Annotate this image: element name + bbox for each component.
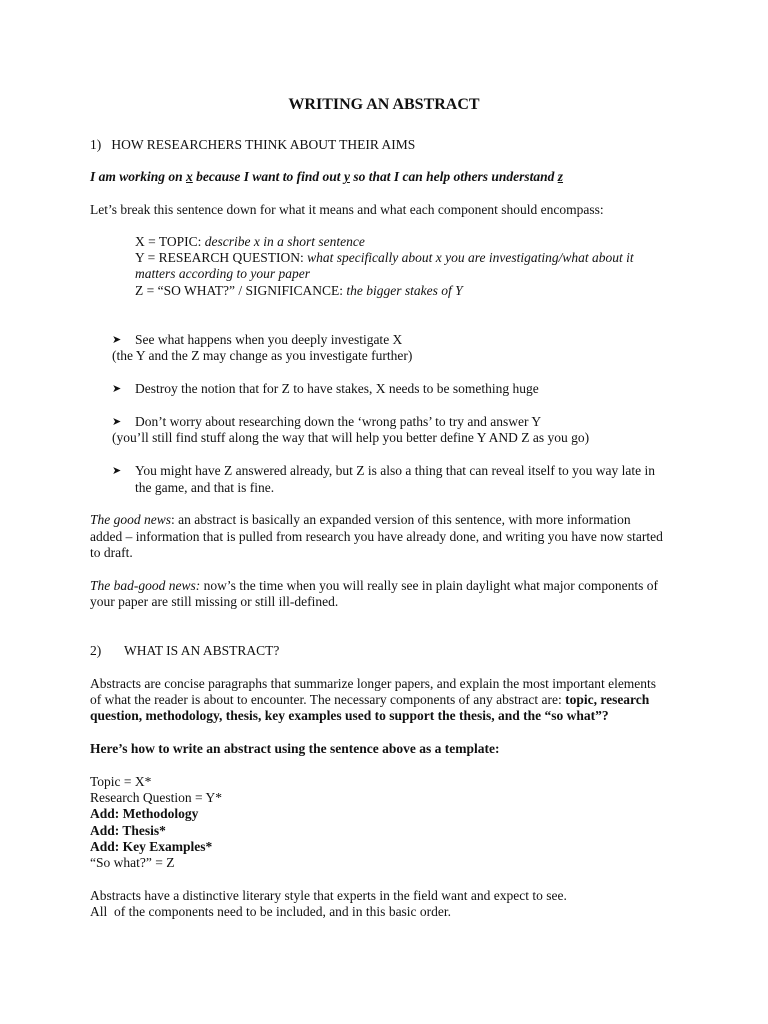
arrowhead-bullet-icon: ➤	[112, 415, 122, 428]
bullet-3: Don’t worry about researching down the ‘wrong paths’ to try and answer Y	[135, 414, 542, 429]
closing-line-2: All of the components need to be included, and in this basic order.	[90, 904, 452, 919]
definition-z-label: Z = “SO WHAT?” / SIGNIFICANCE:	[135, 283, 347, 298]
definition-y	[135, 249, 634, 266]
definition-y-desc: what specifically about x you are investigating/what about it	[307, 250, 634, 265]
template-so-what: “So what?” = Z	[90, 855, 175, 870]
template-key-examples: Add: Key Examples*	[90, 839, 213, 854]
definition-x	[135, 233, 365, 250]
arrowhead-bullet-icon: ➤	[112, 333, 122, 346]
bullet-4-line-1: You might have Z answered already, but Z is also a thing that can reveal itself to you way late in	[135, 463, 655, 478]
key-sentence-part-2: because I want to find out	[192, 169, 344, 184]
definition-y-desc-cont: matters according to your paper	[135, 266, 310, 281]
breakdown-intro: Let’s break this sentence down for what it means and what each component should encompass:	[90, 202, 604, 217]
bullet-1-note: (the Y and the Z may change as you investigate further)	[112, 348, 413, 363]
section-2-heading: WHAT IS AN ABSTRACT?	[124, 643, 280, 658]
good-news-text: : an abstract is basically an expanded version of this sentence, with more information	[171, 512, 631, 527]
definition-z	[135, 282, 463, 299]
abstract-definition-line-1: Abstracts are concise paragraphs that summarize longer papers, and explain the most important elements	[90, 676, 657, 691]
template-topic: Topic = X*	[90, 774, 152, 789]
howto-heading: Here’s how to write an abstract using the sentence above as a template:	[90, 741, 500, 756]
abstract-definition-line-3: question, methodology, thesis, key examples used to support the thesis, and the “so what”?	[90, 708, 609, 723]
key-sentence-x: x	[186, 169, 193, 184]
good-news-line-3: to draft.	[90, 545, 133, 560]
key-sentence-y: y	[343, 169, 350, 184]
good-news-line-2: added – information that is pulled from research you have already done, and writing you have now started	[90, 529, 663, 544]
arrowhead-bullet-icon: ➤	[112, 464, 122, 477]
bullet-4-line-2: the game, and that is fine.	[135, 480, 275, 495]
key-sentence-part-1: I am working on	[90, 169, 187, 184]
abstract-definition-plain: of what the reader is about to encounter. The necessary components of any abstract are:	[90, 692, 566, 707]
key-sentence	[90, 168, 563, 185]
good-news-line-1	[90, 511, 631, 528]
abstract-definition-line-2	[90, 691, 649, 708]
template-methodology: Add: Methodology	[90, 806, 199, 821]
closing-line-1: Abstracts have a distinctive literary style that experts in the field want and expect to see.	[90, 888, 567, 903]
bad-good-news-text: now’s the time when you will really see in plain daylight what major components of	[200, 578, 659, 593]
definition-z-desc: the bigger stakes of Y	[346, 283, 463, 298]
abstract-definition-bold: topic, research	[565, 692, 650, 707]
template-thesis: Add: Thesis*	[90, 823, 166, 838]
bullet-3-note: (you’ll still find stuff along the way that will help you better define Y AND Z as you go)	[112, 430, 590, 445]
key-sentence-z: z	[557, 169, 564, 184]
bullet-1: See what happens when you deeply investigate X	[135, 332, 403, 347]
page-title: WRITING AN ABSTRACT	[288, 96, 480, 113]
section-2-number: 2)	[90, 643, 102, 658]
bad-good-news-line-2: your paper are still missing or still ill-defined.	[90, 594, 339, 609]
arrowhead-bullet-icon: ➤	[112, 382, 122, 395]
bullet-2: Destroy the notion that for Z to have stakes, X needs to be something huge	[135, 381, 539, 396]
key-sentence-part-3: so that I can help others understand	[349, 169, 558, 184]
bad-good-news-line-1	[90, 577, 658, 594]
definition-y-label: Y = RESEARCH QUESTION:	[135, 250, 308, 265]
good-news-label: The good news	[90, 512, 171, 527]
template-research-question: Research Question = Y*	[90, 790, 222, 805]
section-1-heading: 1) HOW RESEARCHERS THINK ABOUT THEIR AIMS	[90, 137, 416, 152]
definition-x-desc: describe x in a short sentence	[204, 234, 365, 249]
definition-x-label: X = TOPIC:	[135, 234, 205, 249]
bad-good-news-label: The bad-good news:	[90, 578, 201, 593]
